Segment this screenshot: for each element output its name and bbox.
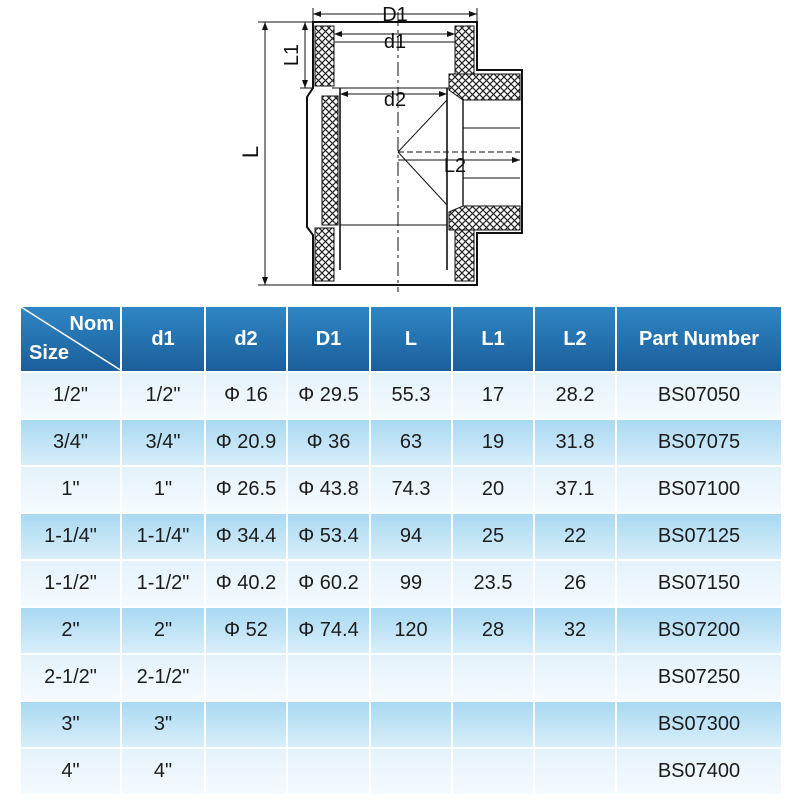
D1-cell: Φ 36 [288, 418, 371, 465]
d1-cell: 1-1/2" [122, 559, 206, 606]
L1-cell [453, 653, 535, 700]
left-lower-wall [315, 228, 334, 281]
header-d2: d2 [206, 307, 288, 371]
table-row [21, 418, 781, 465]
header-L: L [371, 307, 453, 371]
L1-cell: 28 [453, 606, 535, 653]
L2-cell: 32 [535, 606, 617, 653]
L-cell: 74.3 [371, 465, 453, 512]
d1-cell: 2-1/2" [122, 653, 206, 700]
label-d2: d2 [383, 89, 407, 111]
d1-cell: 3" [122, 700, 206, 747]
size-cell: 1/2" [21, 371, 122, 418]
label-L1: L1 [281, 43, 303, 67]
corner-header-cell [21, 307, 122, 371]
label-d1: d1 [383, 31, 407, 53]
tee-fitting-drawing [0, 0, 800, 300]
part-number-cell: BS07075 [617, 418, 781, 465]
L-cell: 99 [371, 559, 453, 606]
left-middle-wall [322, 96, 338, 225]
L1-cell: 19 [453, 418, 535, 465]
L-cell: 55.3 [371, 371, 453, 418]
D1-cell [288, 747, 371, 794]
part-number-cell: BS07300 [617, 700, 781, 747]
table-row [21, 653, 781, 700]
part-number-cell: BS07250 [617, 653, 781, 700]
size-cell: 1-1/2" [21, 559, 122, 606]
size-cell: 4" [21, 747, 122, 794]
D1-cell [288, 653, 371, 700]
d2-cell [206, 747, 288, 794]
L1-cell: 20 [453, 465, 535, 512]
L-cell [371, 700, 453, 747]
d1-cell: 1-1/4" [122, 512, 206, 559]
part-number-cell: BS07150 [617, 559, 781, 606]
left-upper-wall [315, 26, 334, 86]
label-D1: D1 [382, 4, 408, 26]
L1-cell: 25 [453, 512, 535, 559]
d2-cell: Φ 20.9 [206, 418, 288, 465]
table-row [21, 559, 781, 606]
branch-upper-wall [449, 74, 520, 100]
d2-cell [206, 700, 288, 747]
header-L2: L2 [535, 307, 617, 371]
table-row [21, 606, 781, 653]
D1-cell: Φ 29.5 [288, 371, 371, 418]
D1-cell [288, 700, 371, 747]
L2-cell: 22 [535, 512, 617, 559]
L2-cell: 28.2 [535, 371, 617, 418]
L-cell: 120 [371, 606, 453, 653]
d2-cell: Φ 52 [206, 606, 288, 653]
d2-cell: Φ 26.5 [206, 465, 288, 512]
L-cell [371, 653, 453, 700]
d2-cell: Φ 34.4 [206, 512, 288, 559]
d2-cell [206, 653, 288, 700]
header-part-number: Part Number [617, 307, 781, 371]
L2-cell: 26 [535, 559, 617, 606]
L1-cell: 17 [453, 371, 535, 418]
header-D1: D1 [288, 307, 371, 371]
part-number-cell: BS07200 [617, 606, 781, 653]
d2-cell: Φ 40.2 [206, 559, 288, 606]
size-cell: 3/4" [21, 418, 122, 465]
d1-cell: 3/4" [122, 418, 206, 465]
label-L2: L2 [443, 155, 467, 177]
L-cell: 63 [371, 418, 453, 465]
D1-cell: Φ 43.8 [288, 465, 371, 512]
L2-cell: 37.1 [535, 465, 617, 512]
L-cell [371, 747, 453, 794]
table-row [21, 747, 781, 794]
d1-cell: 4" [122, 747, 206, 794]
d1-cell: 1" [122, 465, 206, 512]
D1-cell: Φ 60.2 [288, 559, 371, 606]
d2-cell: Φ 16 [206, 371, 288, 418]
right-lower-wall [455, 228, 474, 281]
size-cell: 2" [21, 606, 122, 653]
L1-cell [453, 747, 535, 794]
size-cell: 1" [21, 465, 122, 512]
size-cell: 1-1/4" [21, 512, 122, 559]
D1-cell: Φ 74.4 [288, 606, 371, 653]
table-row [21, 512, 781, 559]
part-number-cell: BS07100 [617, 465, 781, 512]
L2-cell: 31.8 [535, 418, 617, 465]
d1-cell: 1/2" [122, 371, 206, 418]
size-cell: 2-1/2" [21, 653, 122, 700]
table-row [21, 700, 781, 747]
table-row [21, 465, 781, 512]
L1-cell: 23.5 [453, 559, 535, 606]
L2-cell [535, 700, 617, 747]
d1-cell: 2" [122, 606, 206, 653]
part-number-cell: BS07400 [617, 747, 781, 794]
L2-cell [535, 747, 617, 794]
corner-size-label: Size [29, 342, 70, 364]
header-L1: L1 [453, 307, 535, 371]
size-cell: 3" [21, 700, 122, 747]
corner-nom-label: Nom [69, 313, 114, 335]
table-header-row [21, 307, 781, 371]
specification-table [21, 307, 781, 794]
D1-cell: Φ 53.4 [288, 512, 371, 559]
table-row [21, 371, 781, 418]
L-cell: 94 [371, 512, 453, 559]
header-d1: d1 [122, 307, 206, 371]
branch-lower-wall [449, 206, 520, 230]
L2-cell [535, 653, 617, 700]
L1-cell [453, 700, 535, 747]
part-number-cell: BS07050 [617, 371, 781, 418]
label-L: L [238, 145, 263, 159]
part-number-cell: BS07125 [617, 512, 781, 559]
